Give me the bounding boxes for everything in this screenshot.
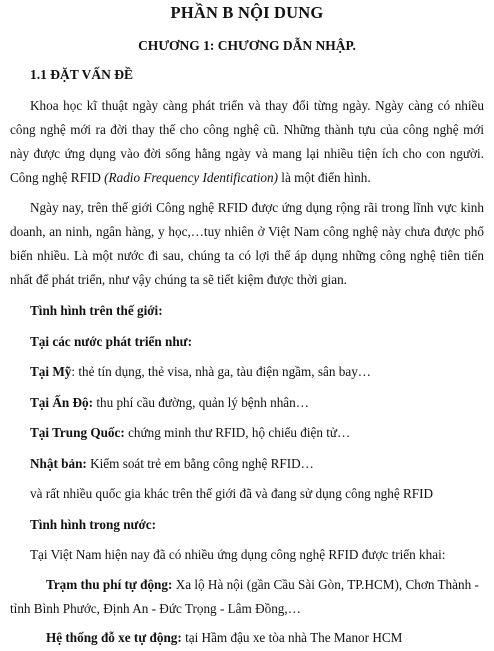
list-item: Tại Trung Quốc: chứng minh thư RFID, hộ chiếu điện tử…	[30, 425, 351, 440]
domestic-intro: Tại Việt Nam hiện nay đã có nhiều ứng dụng công nghệ RFID được triển khai:	[30, 547, 446, 562]
today-paragraph: Ngày nay, trên thế giới Công nghệ RFID được ứng dụng rộng rãi trong lĩnh vực kinh doanh, an ninh, ngân hàng, y học,…tuy nhiên ở Việt Nam công nghệ này chưa được phổ biến nhiều. Là một nước đi sau, chúng ta có lợi thế áp dụng những công nghệ tiên tiến nhất để phát triển, như vậy chúng ta sẽ tiết kiệm được thời gian.	[10, 200, 484, 287]
domestic-heading: Tình hình trong nước:	[30, 517, 157, 532]
intro-paragraph-text: Khoa học kĩ thuật ngày càng phát triển và thay đổi từng ngày. Ngày càng có nhiều công nghệ mới ra đời thay thế cho công nghệ cũ. Những thành tựu của công nghệ mới này được ứng dụng vào đời sống hằng ngày và mang lại nhiều tiện ích cho con người. Công nghệ RFID	[10, 98, 484, 185]
developed-countries-heading: Tại các nước phát triển như:	[30, 334, 192, 349]
list-item: Tại Mỹ: thẻ tín dụng, thẻ visa, nhà ga, tàu điện ngầm, sân bay…	[30, 364, 371, 379]
country-label: Tại Trung Quốc:	[30, 425, 125, 440]
section-title: 1.1 ĐẶT VẤN ĐỀ	[30, 67, 134, 82]
world-closing: và rất nhiều quốc gia khác trên thế giới đã và đang sử dụng công nghệ RFID	[30, 486, 434, 501]
list-item: Nhật bản: Kiểm soát trẻ em bằng công nghệ RFID…	[30, 456, 314, 471]
country-label: Tại Mỹ	[30, 364, 72, 379]
chapter-title: CHƯƠNG 1: CHƯƠNG DẪN NHẬP.	[138, 38, 356, 53]
rfid-expansion: (Radio Frequency Identification)	[104, 170, 278, 185]
toll-item: Trạm thu phí tự động: Xa lộ Hà nội (gần Cầu Sài Gòn, TP.HCM), Chơn Thành - tỉnh Bình Phước, Định An - Đức Trọng - Lâm Đồng,…	[10, 577, 479, 616]
country-label: Nhật bản:	[30, 456, 87, 471]
world-heading: Tình hình trên thế giới:	[30, 303, 163, 318]
parking-label: Hệ thống đỗ xe tự động:	[46, 630, 182, 645]
intro-paragraph	[10, 94, 484, 190]
list-item: Tại Ấn Độ: thu phí cầu đường, quản lý bệnh nhân…	[30, 395, 309, 410]
intro-paragraph-end: là một điển hình.	[277, 170, 371, 185]
toll-label: Trạm thu phí tự động:	[46, 577, 173, 592]
country-label: Tại Ấn Độ:	[30, 395, 94, 410]
part-title: PHẦN B NỘI DUNG	[170, 3, 324, 22]
parking-item: Hệ thống đỗ xe tự động: tại Hầm đậu xe tòa nhà The Manor HCM	[46, 630, 403, 645]
